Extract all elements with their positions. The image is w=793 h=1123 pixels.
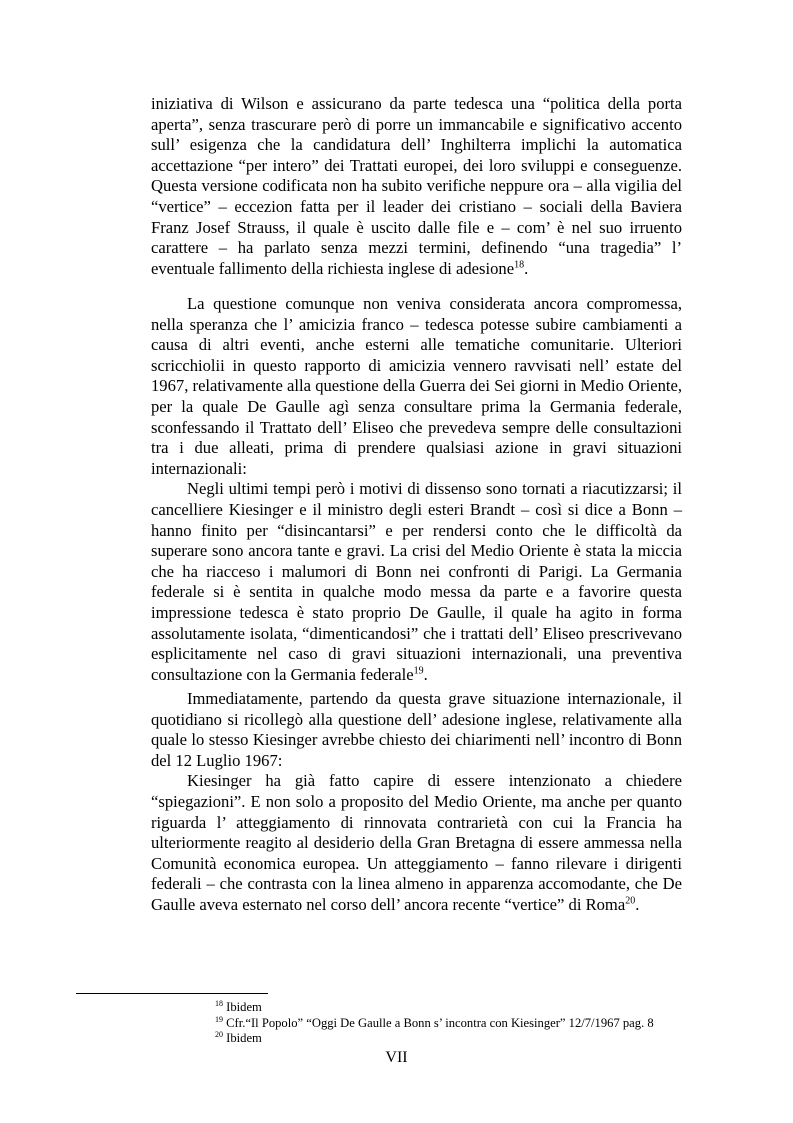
- quote-1-text: Negli ultimi tempi però i motivi di dissenso sono tornati a riacutizzarsi; il cancelliere Kiesinger e il ministro degli esteri Brandt – così si dice a Bonn – hanno finito per “disincantarsi” e per rendersi conto che le difficoltà da superare sono ancora tante e gravi. La crisi del Medio Oriente è stata la miccia che ha riacceso i malumori di Bonn nei confronti di Parigi. La Germania federale si è sentita in qualche modo messa da parte e a favorire questa impressione tedesca è stato proprio De Gaulle, il quale ha agito in forma assolutamente isolata, “dimenticandosi” che i trattati dell’ Eliseo prescrivevano esplicitamente nel caso di gravi situazioni internazionali, una preventiva consultazione con la Germania federale: [151, 479, 682, 684]
- footnote-separator: [76, 993, 268, 994]
- paragraph-2-text: La questione comunque non veniva considerata ancora compromessa, nella speranza che l’ amicizia franco – tedesca potesse subire cambiamenti a causa di altri eventi, anche esterni alle tematiche comunitarie. Ulteriori scricchiolii in questo rapporto di amicizia vennero ravvisati nell’ estate del 1967, relativamente alla questione della Guerra dei Sei giorni in Medio Oriente, per la quale De Gaulle agì senza consultare prima la Germania federale, sconfessando il Trattato dell’ Eliseo che prevedeva sempre delle consultazioni tra i due alleati, prima di prendere qualsiasi azione in gravi situazioni internazionali:: [151, 294, 682, 478]
- footnote-number: 20: [215, 1029, 223, 1039]
- paragraph-2: [151, 294, 682, 479]
- footnote-text: Ibidem: [226, 1031, 262, 1045]
- quote-2-text: Kiesinger ha già fatto capire di essere intenzionato a chiedere “spiegazioni”. E non solo a proposito del Medio Oriente, ma anche per quanto riguarda l’ atteggiamento di rinnovata contrarietà con cui la Francia ha ulteriormente reagito al desiderio della Gran Bretagna di essere ammessa nella Comunità economica europea. Un atteggiamento – fanno rilevare i dirigenti federali – che contrasta con la linea almeno in apparenza accomodante, che De Gaulle aveva esternato nel corso dell’ ancora recente “vertice” di Roma: [151, 771, 682, 914]
- paragraph-1-text: iniziativa di Wilson e assicurano da parte tedesca una “politica della porta aperta”, senza trascurare però di porre un immancabile e significativo accento sull’ esigenza che la candidatura dell’ Inghilterra implichi la automatica accettazione “per intero” dei Trattati europei, dei loro sviluppi e conseguenze. Questa versione codificata non ha subito verifiche neppure ora – alla vigilia del “vertice” – eccezion fatta per il leader dei cristiano – sociali della Baviera Franz Josef Strauss, il quale è uscito dalle file e – com’ è nel suo irruento carattere – ha parlato senza mezzi termini, definendo “una tragedia” l’ eventuale fallimento della richiesta inglese di adesione: [151, 94, 682, 278]
- paragraph-1-end: .: [524, 258, 529, 278]
- footnote-19: [215, 1016, 654, 1032]
- footnote-ref-19: 19: [413, 665, 424, 677]
- quote-paragraph-2: [151, 771, 682, 915]
- text-block-1: [151, 94, 682, 279]
- footnote-ref-20: 20: [625, 895, 636, 907]
- paragraph-3: [151, 689, 682, 771]
- quote-2-end: .: [635, 894, 640, 914]
- footnote-text: Cfr.“Il Popolo” “Oggi De Gaulle a Bonn s’ incontra con Kiesinger” 12/7/1967 pag. 8: [226, 1015, 654, 1030]
- footnote-18: [215, 1000, 654, 1016]
- footnote-20: [215, 1031, 654, 1047]
- quote-1-end: .: [423, 664, 428, 684]
- footnote-number: 18: [215, 998, 223, 1008]
- footnotes: [215, 1000, 654, 1047]
- footnote-text: Ibidem: [226, 1000, 262, 1014]
- paragraph-1: [151, 94, 682, 279]
- quote-paragraph-1: [151, 479, 682, 685]
- paragraph-3-text: Immediatamente, partendo da questa grave situazione internazionale, il quotidiano si ricollegò alla questione dell’ adesione inglese, relativamente alla quale lo stesso Kiesinger avrebbe chiesto dei chiarimenti nell’ incontro di Bonn del 12 Luglio 1967:: [151, 689, 682, 770]
- page-number: VII: [385, 1049, 408, 1066]
- footnote-ref-18: 18: [514, 259, 525, 271]
- text-block-3: [151, 689, 682, 916]
- footnote-number: 19: [215, 1014, 223, 1024]
- text-block-2: [151, 294, 682, 685]
